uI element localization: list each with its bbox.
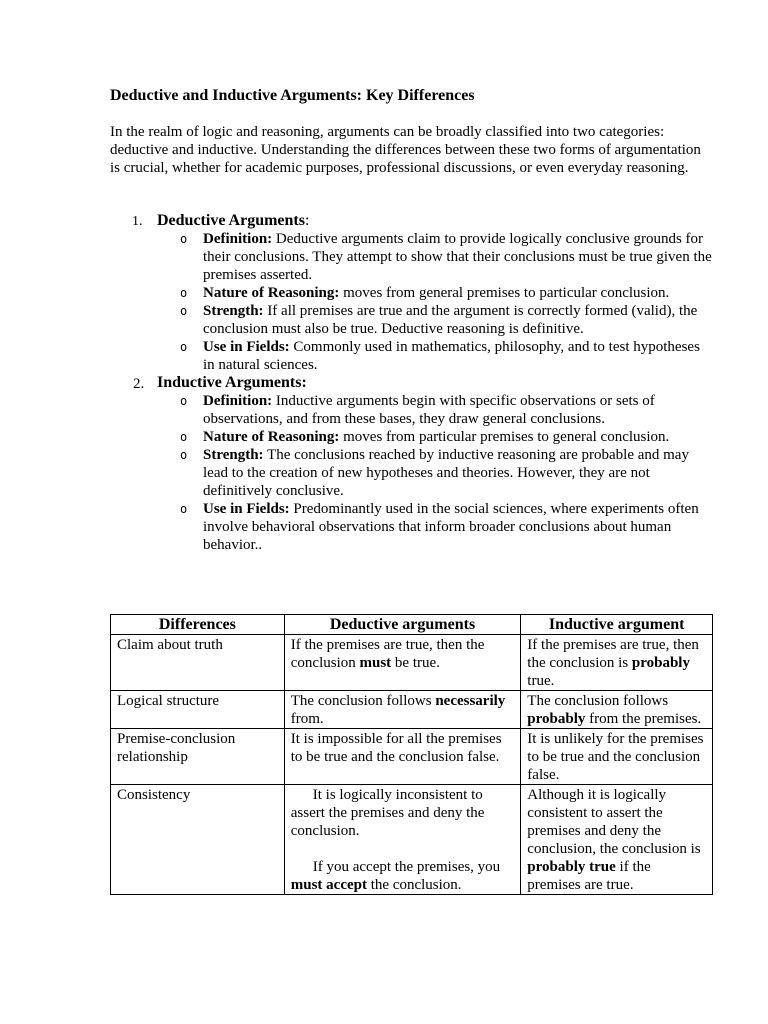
sub-item-label: Nature of Reasoning:: [203, 285, 340, 301]
bullet-icon: o: [180, 448, 188, 462]
row-label: Claim about truth: [111, 635, 285, 691]
section-heading-text: Inductive Arguments:: [157, 374, 307, 391]
section-heading: [157, 212, 768, 230]
list-item-deductive: [0, 212, 768, 374]
paragraph-gap: [291, 840, 515, 858]
sub-item-text: Deductive arguments claim to provide logically conclusive grounds for their conclusions. They attempt to show that their conclusions must be true given the premises asserted.: [203, 231, 712, 283]
list-number: 2.: [133, 376, 145, 392]
document-title: Deductive and Inductive Arguments: Key Differences: [110, 87, 475, 104]
cell-text: If you accept the premises, you: [312, 859, 501, 875]
section-heading-text: Deductive Arguments: [157, 212, 305, 229]
sub-item-nature: [180, 284, 713, 302]
sub-item-label: Use in Fields:: [203, 339, 290, 355]
bullet-icon: o: [180, 232, 188, 246]
sub-item-strength: [180, 302, 713, 338]
sub-item-text: Predominantly used in the social sciences, where experiments often involve behavioral observations that inform broader conclusions about human behavior..: [203, 501, 699, 553]
list-number: 1.: [132, 214, 143, 229]
inductive-cell: [521, 691, 713, 729]
cell-text: be true.: [391, 655, 440, 671]
heading-suffix: :: [304, 212, 310, 229]
cell-text: The conclusion follows: [290, 693, 436, 709]
sub-item-strength: [180, 446, 713, 500]
section-heading: [157, 374, 768, 392]
table-row: [111, 785, 713, 895]
cell-emphasis: must accept: [290, 877, 367, 893]
cell-text: if the premises are true.: [527, 859, 651, 893]
sub-item-text: moves from particular premises to general conclusion.: [339, 429, 670, 445]
sub-item-fields: [180, 338, 713, 374]
table-row: [111, 729, 713, 785]
cell-text: If the premises are true, then the conclusion: [290, 637, 485, 671]
inductive-cell: It is unlikely for the premises to be true and the conclusion false.: [521, 729, 713, 785]
sub-item-label: Nature of Reasoning:: [203, 429, 340, 445]
table-header-row: [111, 615, 713, 635]
sub-item-label: Definition:: [203, 393, 273, 409]
sub-item-nature: [180, 428, 713, 446]
cell-text: the conclusion.: [366, 877, 462, 893]
inductive-cell: [521, 785, 713, 895]
cell-text: from.: [290, 711, 324, 727]
header-deductive: Deductive arguments: [284, 615, 521, 635]
bullet-icon: o: [180, 430, 188, 444]
sub-item-label: Strength:: [203, 303, 264, 319]
bullet-icon: o: [180, 340, 188, 354]
deductive-cell: [284, 785, 521, 895]
row-label: Logical structure: [111, 691, 285, 729]
argument-list: [0, 212, 768, 554]
cell-text: If the premises are true, then the conclusion is: [527, 637, 699, 671]
cell-emphasis: probably: [527, 711, 586, 727]
sub-item-label: Use in Fields:: [203, 501, 290, 517]
sub-item-text: If all premises are true and the argument is correctly formed (valid), the conclusion must also be true. Deductive reasoning is definitive.: [203, 303, 698, 337]
row-label: Premise-conclusion relationship: [111, 729, 285, 785]
sub-item-text: Inductive arguments begin with specific observations or sets of observations, and from these bases, they draw general conclusions.: [203, 393, 655, 427]
cell-emphasis: probably true: [527, 859, 616, 875]
sub-item-definition: [180, 230, 713, 284]
sub-item-definition: [180, 392, 713, 428]
intro-paragraph: In the realm of logic and reasoning, arguments can be broadly classified into two categories: deductive and inductive. Understanding the differences between these two forms of argumentation is crucial, whether for academic purposes, professional discussions, or even everyday reasoning.: [110, 124, 701, 176]
header-differences: Differences: [111, 615, 285, 635]
cell-emphasis: probably: [631, 655, 690, 671]
sub-item-label: Definition:: [203, 231, 273, 247]
cell-emphasis: necessarily: [435, 693, 506, 709]
bullet-icon: o: [180, 286, 188, 300]
inductive-cell: [521, 635, 713, 691]
cell-text: Although it is logically consistent to assert the premises and deny the conclusion, the conclusion is: [527, 787, 701, 857]
deductive-cell: [284, 635, 521, 691]
sub-item-fields: [180, 500, 713, 554]
sub-item-text: The conclusions reached by inductive reasoning are probable and may lead to the creation of new hypotheses and theories. However, they are not definitively conclusive.: [203, 447, 689, 499]
cell-paragraph: [291, 858, 515, 894]
sub-item-label: Strength:: [203, 447, 264, 463]
header-inductive: Inductive argument: [521, 615, 713, 635]
deductive-cell: It is impossible for all the premises to be true and the conclusion false.: [284, 729, 521, 785]
cell-text: The conclusion follows: [527, 693, 669, 709]
bullet-icon: o: [180, 394, 188, 408]
cell-text: true.: [527, 673, 555, 689]
deductive-cell: [284, 691, 521, 729]
sub-item-text: moves from general premises to particular conclusion.: [339, 285, 670, 301]
bullet-icon: o: [180, 304, 188, 318]
list-item-inductive: [0, 374, 768, 554]
cell-paragraph: It is logically inconsistent to assert the premises and deny the conclusion.: [290, 787, 485, 839]
table-row: [111, 691, 713, 729]
differences-table: [110, 614, 713, 895]
row-label: Consistency: [111, 785, 285, 895]
bullet-icon: o: [180, 502, 188, 516]
cell-text: from the premises.: [585, 711, 702, 727]
table-row: [111, 635, 713, 691]
cell-emphasis: must: [359, 655, 392, 671]
sub-item-text: Commonly used in mathematics, philosophy, and to test hypotheses in natural sciences.: [203, 339, 700, 373]
